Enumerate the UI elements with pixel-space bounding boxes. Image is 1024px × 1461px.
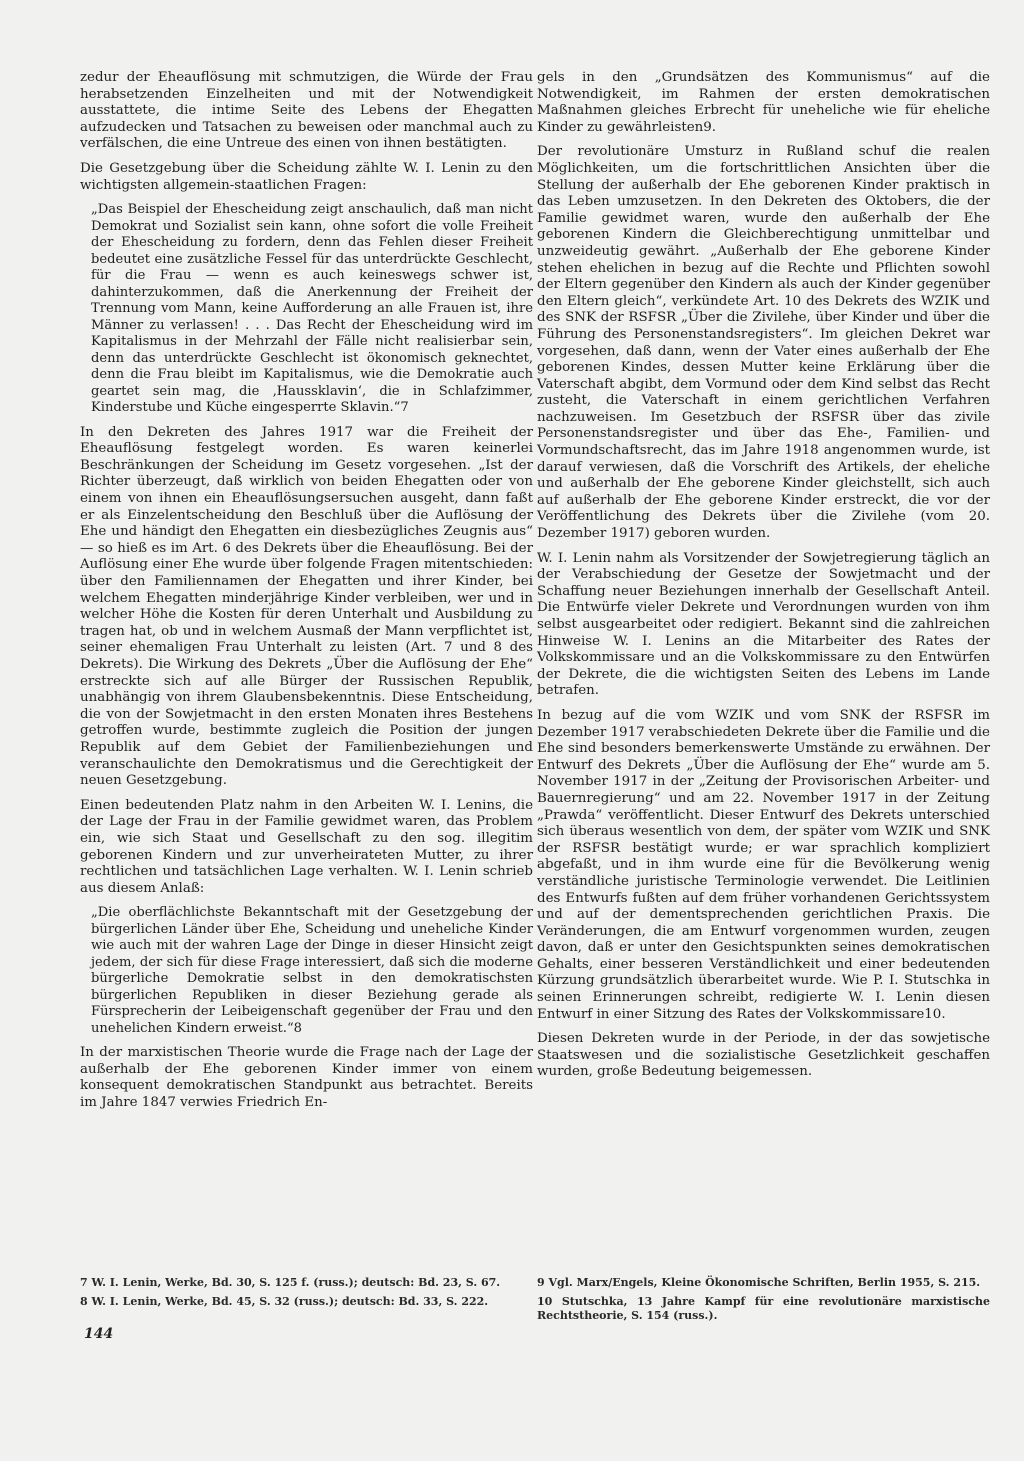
paragraph: In den Dekreten des Jahres 1917 war die Freiheit der Eheauflösung festgelegt worden. Es waren keinerlei Beschränkungen der Scheidung im Gesetz vorgesehen. „Ist der Richter überzeugt, daß wirklich von beiden Ehegatten oder von einem von ihnen ein Eheauflösungsersuchen ausgeht, dann faßt er als Einzelentscheidung den Beschluß über die Auflösung der Ehe und händigt den Ehegatten ein diesbezügliches Zeugnis aus“ — so hieß es im Art. 6 des Dekrets über die Eheauflösung. Bei der Auflösung einer Ehe wurde über folgende Fragen mitentschieden: über den Familiennamen der Ehegatten und ihrer Kinder, bei welchem Ehegatten minderjährige Kinder verbleiben, wer und in welcher Höhe die Kosten für deren Unterhalt und Ausbildung zu tragen hat, ob und in welchem Ausmaß der Mann verpflichtet ist, seiner ehemaligen Frau Unterhalt zu leisten (Art. 7 und 8 des Dekrets). Die Wirkung des Dekrets „Über die Auflösung der Ehe“ erstreckte sich auf alle Bürger der Russischen Republik, unabhängig von ihrem Glaubensbekenntnis. Diese Entscheidung, die von der Sowjetmacht in den ersten Monaten ihres Bestehens getroffen wurde, bestimmte zugleich die Position der jungen Republik auf dem Gebiet der Familienbeziehungen und veranschaulichte den Demokratismus und die Gerechtigkeit der neuen Gesetzgebung. bbox=[80, 424, 533, 789]
footnote: 10 Stutschka, 13 Jahre Kampf für eine revolutionäre marxistische Rechtstheorie, S. 154 (russ.). bbox=[537, 1295, 990, 1322]
footnote: 7 W. I. Lenin, Werke, Bd. 30, S. 125 f. (russ.); deutsch: Bd. 23, S. 67. bbox=[80, 1276, 501, 1289]
footnotes-right bbox=[537, 1276, 990, 1328]
paragraph: zedur der Eheauflösung mit schmutzigen, die Würde der Frau herabsetzenden Einzelheiten und mit der Notwendigkeit ausstattete, die intime Seite des Lebens der Ehegatten aufzudecken und Tatsachen zu beweisen oder manchmal auch zu verfälschen, die eine Untreue des einen von ihnen bestätigten. bbox=[80, 70, 533, 152]
page-number: 144 bbox=[84, 1326, 114, 1342]
paragraph: In der marxistischen Theorie wurde die Frage nach der Lage der außerhalb der Ehe geborenen Kinder immer von einem konsequent demokratischen Standpunkt aus betrachtet. Bereits im Jahre 1847 verwies Friedrich En- bbox=[80, 1045, 533, 1111]
paragraph: Die Gesetzgebung über die Scheidung zählte W. I. Lenin zu den wichtigsten allgemein-staatlichen Fragen: bbox=[80, 160, 533, 193]
footnotes-left bbox=[80, 1276, 533, 1314]
paragraph: gels in den „Grundsätzen des Kommunismus“ auf die Notwendigkeit, im Rahmen der ersten demokratischen Maßnahmen gleiches Erbrecht für uneheliche wie für eheliche Kinder zu gewährleisten9. bbox=[537, 70, 990, 135]
paragraph: Der revolutionäre Umsturz in Rußland schuf die realen Möglichkeiten, um die fortschrittlichen Ansichten über die Stellung der außerhalb der Ehe geborenen Kinder praktisch in das Leben umzusetzen. In den Dekreten des Oktobers, die der Familie gewidmet waren, wurde den außerhalb der Ehe geborenen Kindern die Gleichberechtigung unmittelbar und unzweideutig gewährt. „Außerhalb der Ehe geborene Kinder stehen ehelichen in bezug auf die Rechte und Pflichten sowohl der Eltern gegenüber den Kindern als auch der Kinder gegenüber den Eltern gleich“, verkündete Art. 10 des Dekrets des WZIK und des SNK der RSFSR „Über die Zivilehe, über Kinder und über die Führung des Personenstandsregisters“. Im gleichen Dekret war vorgesehen, daß dann, wenn der Vater eines außerhalb der Ehe geborenen Kindes, dessen Mutter keine Erklärung über die Vaterschaft abgibt, dem Vormund oder dem Kind selbst das Recht zusteht, die Vaterschaft in einem gerichtlichen Verfahren nachzuweisen. Im Gesetzbuch der RSFSR über das zivile Personenstandsregister und über das Ehe-, Familien- und Vormundschaftsrecht, das im Jahre 1918 angenommen wurde, ist darauf verwiesen, daß die Vorschrift des Artikels, der eheliche und außerhalb der Ehe geborene Kinder gleichstellt, sich auch auf außerhalb der Ehe geborene Kinder erstreckt, die vor der Veröffentlichung des Dekrets über die Zivilehe (vom 20. Dezember 1917) geboren wurden. bbox=[537, 144, 990, 542]
paragraph: Einen bedeutenden Platz nahm in den Arbeiten W. I. Lenins, die der Lage der Frau in der Familie gewidmet waren, das Problem ein, wie sich Staat und Gesellschaft zu den sog. illegitim geborenen Kindern und zur unverheirateten Mutter, zu ihrer rechtlichen und tatsächlichen Lage verhalten. W. I. Lenin schrieb aus diesem Anlaß: bbox=[80, 797, 533, 896]
footnote: 8 W. I. Lenin, Werke, Bd. 45, S. 32 (russ.); deutsch: Bd. 33, S. 222. bbox=[80, 1295, 489, 1308]
block-quote: „Die oberflächlichste Bekanntschaft mit der Gesetzgebung der bürgerlichen Länder über Ehe, Scheidung und uneheliche Kinder wie auch mit der wahren Lage der Dinge in dieser Hinsicht zeigt jedem, der sich für diese Frage interessiert, daß sich die moderne bürgerliche Demokratie selbst in den demokratischsten bürgerlichen Republiken in dieser Beziehung gerade als Fürsprecherin der Leibeigenschaft gegenüber der Frau und den unehelichen Kindern erweist.“8 bbox=[91, 905, 533, 1036]
paragraph: W. I. Lenin nahm als Vorsitzender der Sowjetregierung täglich an der Verabschiedung der Gesetze der Sowjetmacht und der Schaffung neuer Beziehungen innerhalb der Gesellschaft Anteil. Die Entwürfe vieler Dekrete und Verordnungen wurden von ihm selbst ausgearbeitet oder redigiert. Bekannt sind die zahlreichen Hinweise W. I. Lenins an die Mitarbeiter des Rates der Volkskommissare und an die Volkskommissare zu den Entwürfen der Dekrete, die die wichtigsten Seiten des Lebens im Lande betrafen. bbox=[537, 550, 990, 699]
left-column bbox=[80, 70, 533, 1112]
paragraph: Diesen Dekreten wurde in der Periode, in der das sowjetische Staatswesen und die sozialistische Gesetzlichkeit geschaffen wurden, große Bedeutung beigemessen. bbox=[537, 1031, 990, 1080]
block-quote: „Das Beispiel der Ehescheidung zeigt anschaulich, daß man nicht Demokrat und Sozialist sein kann, ohne sofort die volle Freiheit der Ehescheidung zu fordern, denn das Fehlen dieser Freiheit bedeutet eine zusätzliche Fessel für das unterdrückte Geschlecht, für die Frau — wenn es auch keineswegs schwer ist, dahinterzukommen, daß die Anerkennung der Freiheit der Trennung vom Mann, keine Aufforderung an alle Frauen ist, ihre Männer zu verlassen! . . . Das Recht der Ehescheidung wird im Kapitalismus in der Mehrzahl der Fälle nicht realisierbar sein, denn das unterdrückte Geschlecht ist ökonomisch geknechtet, denn die Frau bleibt im Kapitalismus, wie die Demokratie auch geartet sein mag, die ‚Haussklavin‘, die in Schlafzimmer, Kinderstube und Küche eingesperrte Sklavin.“7 bbox=[91, 202, 533, 416]
paragraph: In bezug auf die vom WZIK und vom SNK der RSFSR im Dezember 1917 verabschiedeten Dekrete über die Familie und die Ehe sind besonders bemerkenswerte Umstände zu erwähnen. Der Entwurf des Dekrets „Über die Auflösung der Ehe“ wurde am 5. November 1917 in der „Zeitung der Provisorischen Arbeiter- und Bauernregierung“ und am 22. November 1917 in der Zeitung „Prawda“ veröffentlicht. Dieser Entwurf des Dekrets unterschied sich überaus wesentlich von dem, der später vom WZIK und SNK der RSFSR bestätigt wurde; er war sprachlich kompliziert abgefaßt, und in ihm wurde eine für die Bevölkerung wenig verständliche juristische Terminologie verwendet. Die Leitlinien des Entwurfs fußten auf dem früher vorhandenen Gerichtssystem und auf der dementsprechenden gerichtlichen Praxis. Die Veränderungen, die am Entwurf vorgenommen wurden, zeugen davon, daß er unter den Gesichtspunkten seines demokratischen Gehalts, einer besseren Verständlichkeit und einer bedeutenden Kürzung grundsätzlich überarbeitet wurde. Wie P. I. Stutschka in seinen Erinnerungen schreibt, redigierte W. I. Lenin diesen Entwurf in einer Sitzung des Rates der Volkskommissare10. bbox=[537, 707, 990, 1022]
footnote: 9 Vgl. Marx/Engels, Kleine Ökonomische Schriften, Berlin 1955, S. 215. bbox=[537, 1276, 981, 1289]
right-column bbox=[537, 70, 990, 1081]
